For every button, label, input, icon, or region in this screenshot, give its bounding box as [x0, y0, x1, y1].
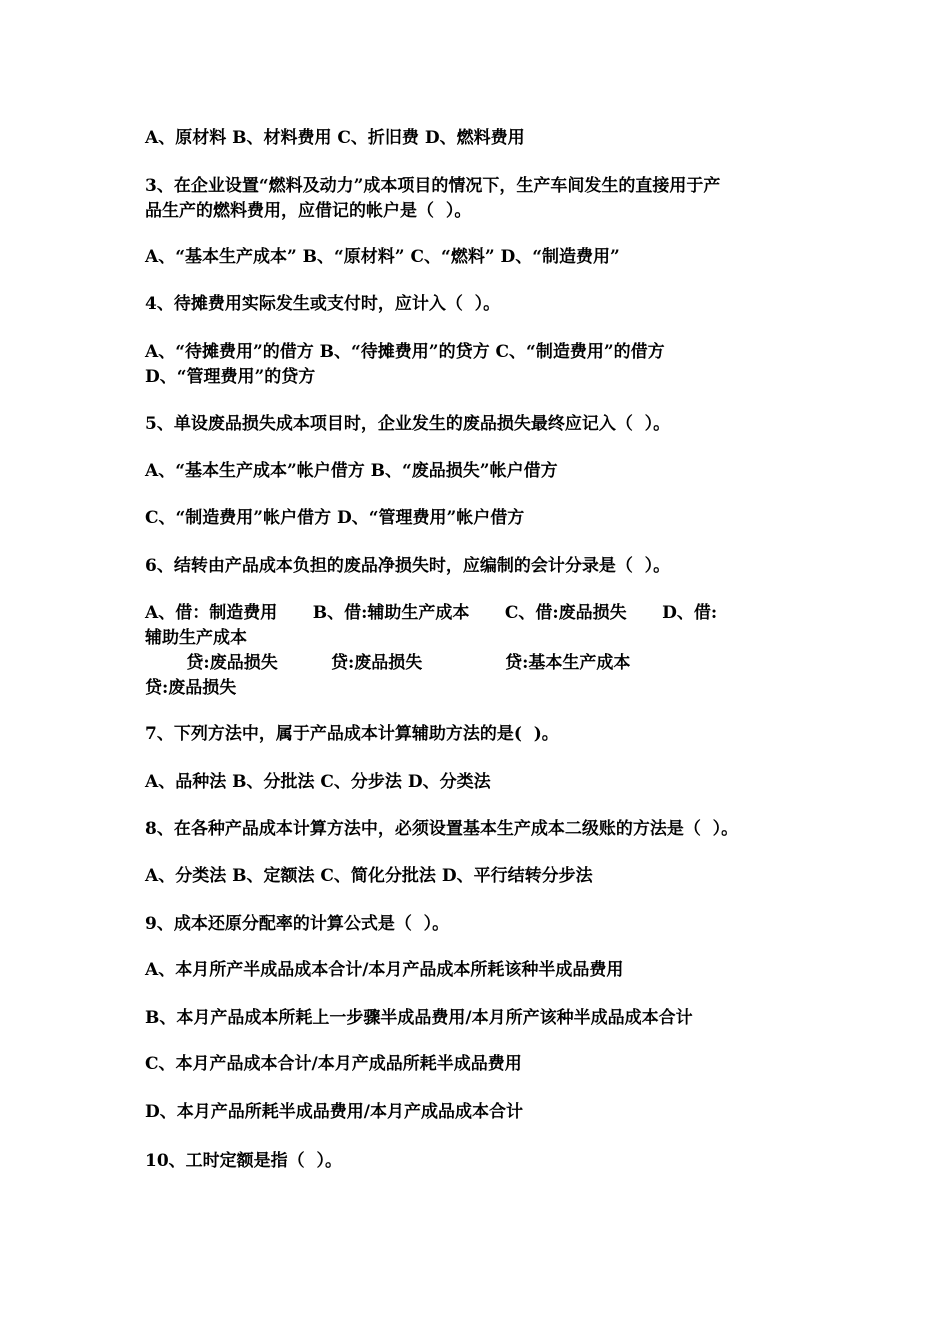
q8-question: 8、在各种产品成本计算方法中，必须设置基本生产成本二级账的方法是（ ）。	[145, 819, 739, 839]
q5-options-line-2: C、“制造费用”帐户借方 D、“管理费用”帐户借方	[145, 508, 525, 528]
q7-question: 7、下列方法中，属于产品成本计算辅助方法的是( )。	[145, 724, 559, 744]
q3-question-line-1: 3、在企业设置“燃料及动力”成本项目的情况下，生产车间发生的直接用于产	[145, 176, 721, 196]
q5-question: 5、单设废品损失成本项目时，企业发生的废品损失最终应记入（ ）。	[145, 414, 671, 434]
q3-question-line-2: 品生产的燃料费用，应借记的帐户是（ ）。	[145, 201, 472, 221]
q4-options-line-2: D、“管理费用”的贷方	[145, 367, 316, 387]
q2-options: A、原材料 B、材料费用 C、折旧费 D、燃料费用	[145, 128, 525, 148]
q7-options: A、品种法 B、分批法 C、分步法 D、分类法	[145, 772, 491, 792]
q9-option-c: C、本月产品成本合计/本月产成品所耗半成品费用	[145, 1054, 522, 1074]
q9-question: 9、成本还原分配率的计算公式是（ ）。	[145, 914, 450, 934]
q6-options-line-2: 辅助生产成本	[145, 628, 247, 648]
q3-options: A、“基本生产成本” B、“原材料” C、“燃料” D、“制造费用”	[145, 247, 620, 267]
q6-options-line-3: 贷:废品损失 贷:废品损失 贷:基本生产成本	[145, 653, 631, 673]
q9-option-a: A、本月所产半成品成本合计/本月产品成本所耗该种半成品费用	[145, 960, 624, 980]
q6-options-line-4: 贷:废品损失	[145, 678, 237, 698]
q9-option-d: D、本月产品所耗半成品费用/本月产成品成本合计	[145, 1102, 523, 1122]
q4-options-line-1: A、“待摊费用”的借方 B、“待摊费用”的贷方 C、“制造费用”的借方	[145, 342, 665, 362]
q6-options-line-1: A、借：制造费用 B、借:辅助生产成本 C、借:废品损失 D、借:	[145, 603, 718, 623]
q4-question: 4、待摊费用实际发生或支付时，应计入（ ）。	[145, 294, 501, 314]
q10-question: 10、工时定额是指（ ）。	[145, 1151, 342, 1171]
q8-options: A、分类法 B、定额法 C、简化分批法 D、平行结转分步法	[145, 866, 593, 886]
q6-question: 6、结转由产品成本负担的废品净损失时，应编制的会计分录是（ ）。	[145, 556, 671, 576]
q9-option-b: B、本月产品成本所耗上一步骤半成品费用/本月所产该种半成品成本合计	[145, 1008, 693, 1028]
q5-options-line-1: A、“基本生产成本”帐户借方 B、“废品损失”帐户借方	[145, 461, 558, 481]
